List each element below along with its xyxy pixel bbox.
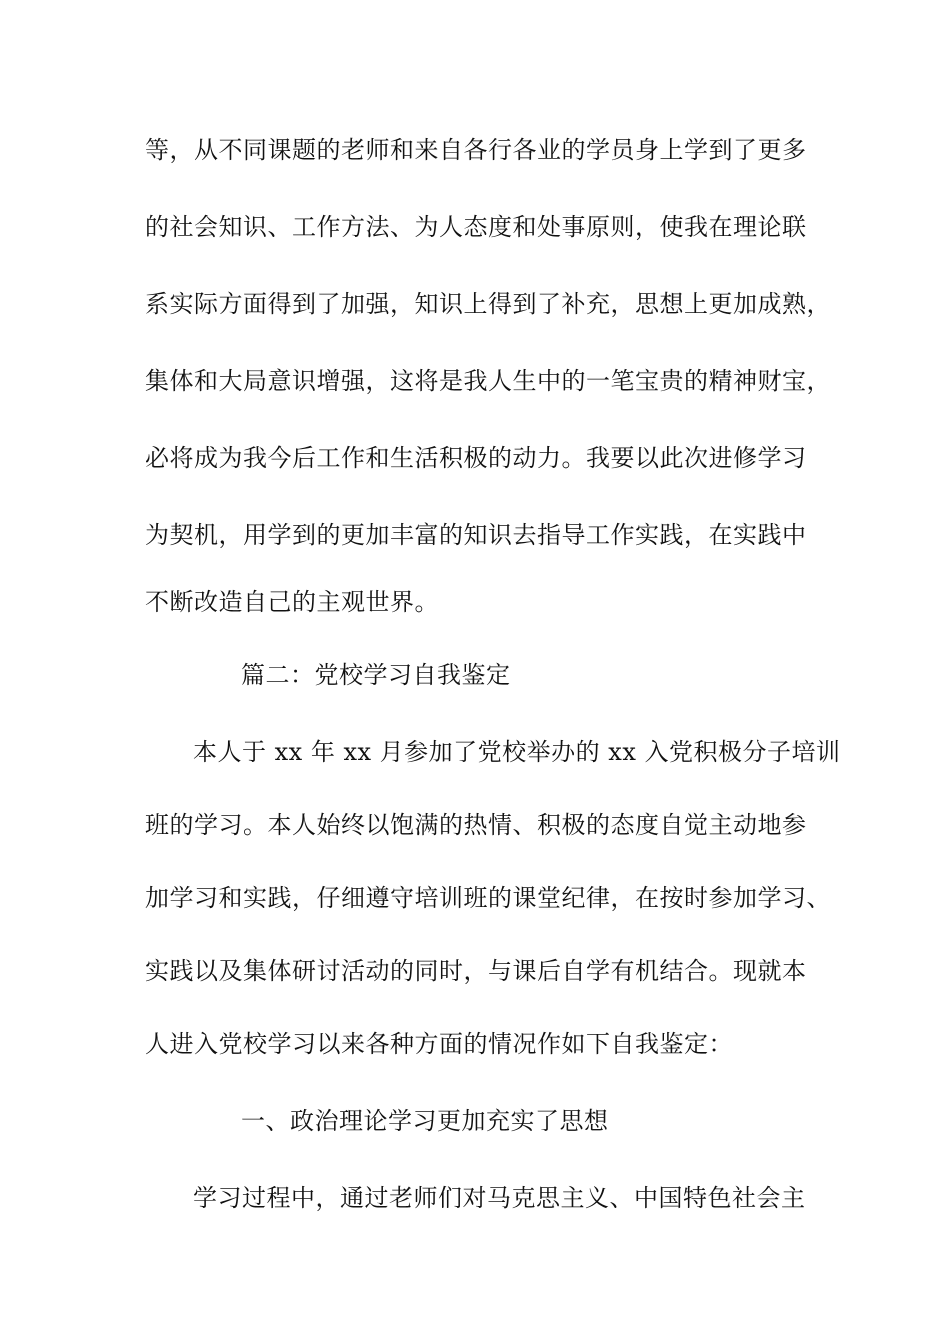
paragraph-line: 实践以及集体研讨活动的同时，与课后自学有机结合。现就本 (145, 957, 807, 985)
paragraph-line: 人进入党校学习以来各种方面的情况作如下自我鉴定： (145, 1030, 733, 1058)
paragraph-line: 不断改造自己的主观世界。 (145, 588, 439, 616)
paragraph-line: 学习过程中，通过老师们对马克思主义、中国特色社会主 (193, 1184, 806, 1212)
paragraph-line: 等，从不同课题的老师和来自各行各业的学员身上学到了更多 (145, 136, 807, 164)
paragraph-line: 必将成为我今后工作和生活积极的动力。我要以此次进修学习 (145, 444, 807, 472)
paragraph-line: 集体和大局意识增强，这将是我人生中的一笔宝贵的精神财宝， (145, 367, 831, 395)
subsection-heading: 一、政治理论学习更加充实了思想 (241, 1107, 609, 1135)
paragraph-line: 加学习和实践，仔细遵守培训班的课堂纪律，在按时参加学习、 (145, 884, 831, 912)
paragraph-line: 为契机，用学到的更加丰富的知识去指导工作实践，在实践中 (145, 521, 807, 549)
paragraph-line: 本人于 xx 年 xx 月参加了党校举办的 xx 入党积极分子培训 (193, 738, 841, 766)
paragraph-line: 系实际方面得到了加强，知识上得到了补充，思想上更加成熟， (145, 290, 831, 318)
paragraph-line: 的社会知识、工作方法、为人态度和处事原则，使我在理论联 (145, 213, 807, 241)
paragraph-line: 班的学习。本人始终以饱满的热情、积极的态度自觉主动地参 (145, 811, 807, 839)
section-heading: 篇二：党校学习自我鉴定 (241, 661, 511, 689)
